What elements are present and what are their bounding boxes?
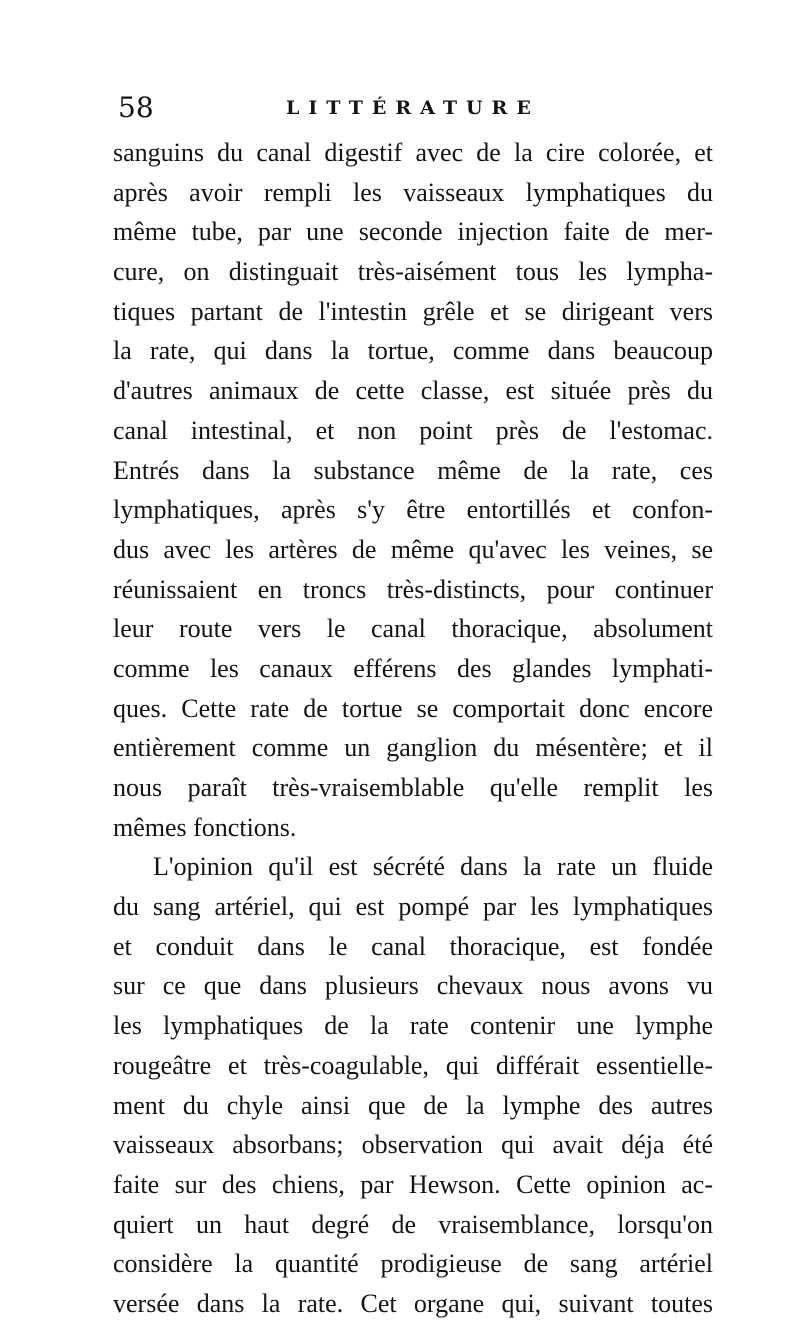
- text-line: la rate, qui dans la tortue, comme dans beaucoup: [113, 336, 713, 366]
- text-line: sanguins du canal digestif avec de la cire colorée, et: [113, 138, 713, 167]
- text-line: cure, on distinguait très-aisément tous les lympha-: [113, 257, 713, 287]
- text-line: les lymphatiques de la rate contenir une lymphe: [113, 1011, 713, 1041]
- text-line: même tube, par une seconde injection faite de mer-: [113, 217, 713, 247]
- page-number: 58: [118, 91, 154, 124]
- text-line: vaisseaux absorbans; observation qui avait déja été: [113, 1130, 713, 1160]
- text-line: ques. Cette rate de tortue se comportait donc encore: [113, 693, 713, 723]
- page-header: [118, 88, 718, 128]
- text-line: et conduit dans le canal thoracique, est fondée: [113, 931, 713, 961]
- text-line: faite sur des chiens, par Hewson. Cette opinion ac-: [113, 1169, 713, 1199]
- text-line: après avoir rempli les vaisseaux lymphatiques du: [113, 177, 713, 207]
- text-line: du sang artériel, qui est pompé par les lymphatiques: [113, 892, 713, 922]
- text-line: Entrés dans la substance même de la rate, ces: [113, 455, 713, 485]
- text-line: réunissaient en troncs très-distincts, pour continuer: [113, 574, 713, 604]
- text-line: sur ce que dans plusieurs chevaux nous avons vu: [113, 971, 713, 1001]
- text-line: rougeâtre et très-coagulable, qui différait essentielle-: [113, 1050, 713, 1080]
- text-line: dus avec les artères de même qu'avec les veines, se: [113, 534, 713, 564]
- text-line: leur route vers le canal thoracique, absolument: [113, 614, 713, 644]
- body-text: [113, 133, 713, 1324]
- text-line: nous paraît très-vraisemblable qu'elle remplit les: [113, 773, 713, 802]
- text-line: considère la quantité prodigieuse de sang artériel: [113, 1249, 713, 1279]
- text-line: ment du chyle ainsi que de la lymphe des autres: [113, 1090, 713, 1120]
- text-line: tiques partant de l'intestin grêle et se dirigeant vers: [113, 296, 713, 326]
- text-line: entièrement comme un ganglion du mésentère; et il: [113, 733, 713, 763]
- text-line: L'opinion qu'il est sécrété dans la rate un fluide: [153, 852, 713, 882]
- text-line: comme les canaux efférens des glandes lymphati-: [113, 653, 713, 683]
- text-line: canal intestinal, et non point près de l'estomac.: [113, 415, 713, 445]
- text-line: d'autres animaux de cette classe, est située près du: [113, 376, 713, 406]
- text-line: quiert un haut degré de vraisemblance, lorsqu'on: [113, 1209, 713, 1239]
- running-head: LITTÉRATURE: [286, 97, 540, 119]
- text-line: mêmes fonctions.: [113, 812, 297, 842]
- text-line: lymphatiques, après s'y être entortillés et confon-: [113, 495, 713, 525]
- text-line: versée dans la rate. Cet organe qui, suivant toutes: [113, 1288, 713, 1318]
